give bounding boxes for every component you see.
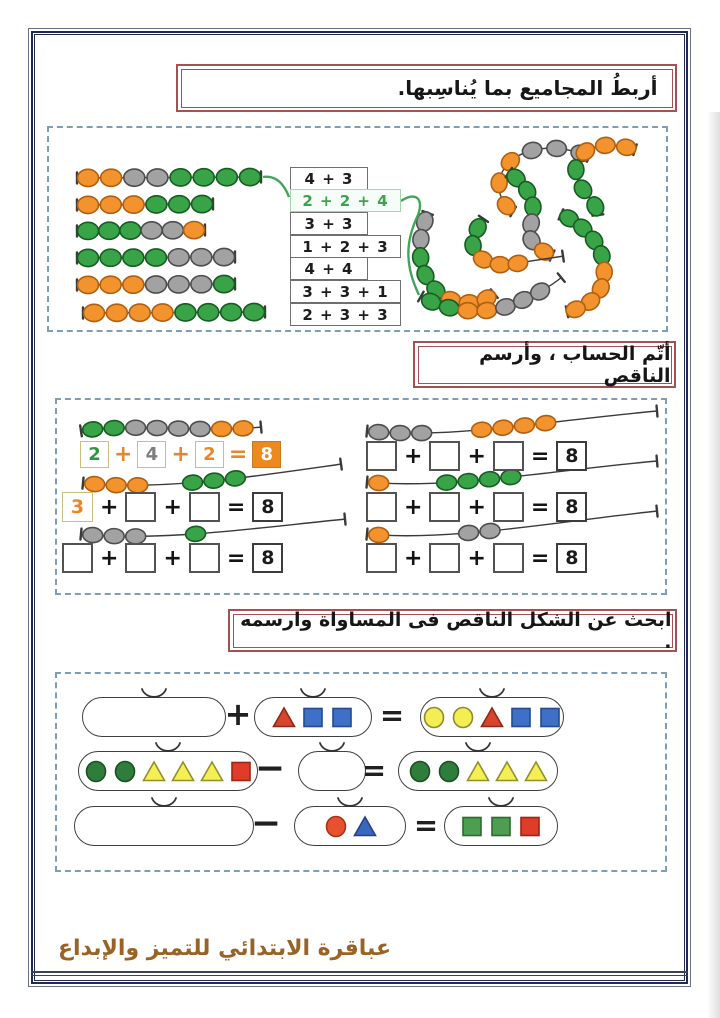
answer-box-empty[interactable]	[189, 492, 220, 522]
circle-yellow-icon	[451, 706, 475, 729]
square-blue-icon	[301, 706, 325, 729]
square-red-icon	[518, 815, 542, 838]
equals-sign: =	[226, 494, 246, 520]
triangle-yellow-icon	[466, 760, 490, 783]
shape-pill	[78, 751, 258, 791]
plus-sign: +	[404, 545, 423, 571]
answer-box-empty[interactable]	[429, 543, 460, 573]
section1-title: أربطُ المجاميع بما يُناسِبها.	[181, 69, 673, 108]
equals-sign: =	[530, 494, 550, 520]
term-box: 3	[62, 492, 93, 522]
triangle-yellow-icon	[200, 760, 224, 783]
circle-green-icon	[113, 760, 137, 783]
triangle-red-icon	[272, 706, 296, 729]
plus-sign: +	[467, 443, 486, 469]
result-box: 8	[556, 492, 587, 522]
equation-row	[366, 492, 587, 522]
plus-sign: +	[100, 494, 119, 520]
plus-sign: +	[404, 494, 423, 520]
empty-answer-pill[interactable]	[74, 806, 254, 846]
answer-box-empty[interactable]	[189, 543, 220, 573]
expression-box: 3 + 3	[290, 212, 368, 235]
circle-green-icon	[84, 760, 108, 783]
shape-pill	[254, 697, 372, 737]
triangle-yellow-icon	[171, 760, 195, 783]
equals-operator: =	[379, 698, 405, 732]
equals-sign: =	[530, 545, 550, 571]
triangle-yellow-icon	[495, 760, 519, 783]
circle-green-icon	[437, 760, 461, 783]
square-blue-icon	[330, 706, 354, 729]
equals-sign: =	[226, 545, 246, 571]
equals-sign: =	[228, 442, 248, 467]
plus-sign: +	[404, 443, 423, 469]
plus-sign: +	[171, 442, 190, 467]
empty-answer-pill[interactable]	[82, 697, 226, 737]
equation-row	[62, 543, 283, 573]
result-box: 8	[556, 543, 587, 573]
plus-sign: +	[114, 442, 133, 467]
equation-row	[80, 441, 281, 468]
section2-title: أتّم الحساب ، وأرسم الناقص	[418, 346, 672, 384]
result-box: 8	[556, 441, 587, 471]
footer-divider	[31, 971, 688, 976]
square-green-icon	[460, 815, 484, 838]
expression-box: 4 + 4	[290, 257, 368, 280]
section3-title: ابحث عن الشكل الناقص فى المساواة وارسمه .	[233, 614, 673, 648]
plus-sign: +	[100, 545, 119, 571]
shape-pill	[420, 697, 564, 737]
answer-box-empty[interactable]	[62, 543, 93, 573]
expression-box: 1 + 2 + 3	[290, 235, 401, 258]
scan-shadow	[707, 112, 720, 1018]
answer-box-empty[interactable]	[493, 492, 524, 522]
plus-sign: +	[163, 545, 182, 571]
answer-box-empty[interactable]	[125, 543, 156, 573]
equation-row	[366, 441, 587, 471]
equals-operator: =	[361, 753, 387, 787]
square-blue-icon	[509, 706, 533, 729]
minus-operator: −	[254, 748, 286, 789]
answer-box-empty[interactable]	[429, 441, 460, 471]
answer-box-empty[interactable]	[366, 441, 397, 471]
expression-box: 4 + 3	[290, 167, 368, 190]
result-box: 8	[252, 441, 281, 468]
triangle-yellow-icon	[142, 760, 166, 783]
square-green-icon	[489, 815, 513, 838]
result-box: 8	[252, 492, 283, 522]
term-box: 2	[195, 441, 224, 468]
expression-box: 3 + 3 + 1	[290, 280, 401, 303]
answer-box-empty[interactable]	[429, 492, 460, 522]
shape-pill	[294, 806, 406, 846]
plus-sign: +	[467, 494, 486, 520]
expression-box: 2 + 3 + 3	[290, 303, 401, 326]
circle-red-icon	[324, 815, 348, 838]
equation-row	[62, 492, 283, 522]
result-box: 8	[252, 543, 283, 573]
term-box: 4	[137, 441, 166, 468]
triangle-yellow-icon	[524, 760, 548, 783]
minus-operator: −	[250, 803, 282, 844]
answer-box-empty[interactable]	[125, 492, 156, 522]
circle-yellow-icon	[422, 706, 446, 729]
shape-pill	[444, 806, 558, 846]
square-red-icon	[229, 760, 253, 783]
answer-box-empty[interactable]	[493, 441, 524, 471]
equals-operator: =	[413, 808, 439, 842]
triangle-blue-icon	[353, 815, 377, 838]
plus-sign: +	[163, 494, 182, 520]
expression-box-matched: 2 + 2 + 4	[290, 189, 401, 212]
term-box: 2	[80, 441, 109, 468]
plus-sign: +	[467, 545, 486, 571]
shape-pill	[398, 751, 558, 791]
plus-operator: +	[224, 695, 252, 733]
answer-box-empty[interactable]	[366, 492, 397, 522]
answer-box-empty[interactable]	[493, 543, 524, 573]
square-blue-icon	[538, 706, 562, 729]
triangle-red-icon	[480, 706, 504, 729]
circle-green-icon	[408, 760, 432, 783]
equals-sign: =	[530, 443, 550, 469]
answer-box-empty[interactable]	[366, 543, 397, 573]
footer-brand: عباقرة الابتدائي للتميز والإبداع	[58, 936, 392, 961]
equation-row	[366, 543, 587, 573]
